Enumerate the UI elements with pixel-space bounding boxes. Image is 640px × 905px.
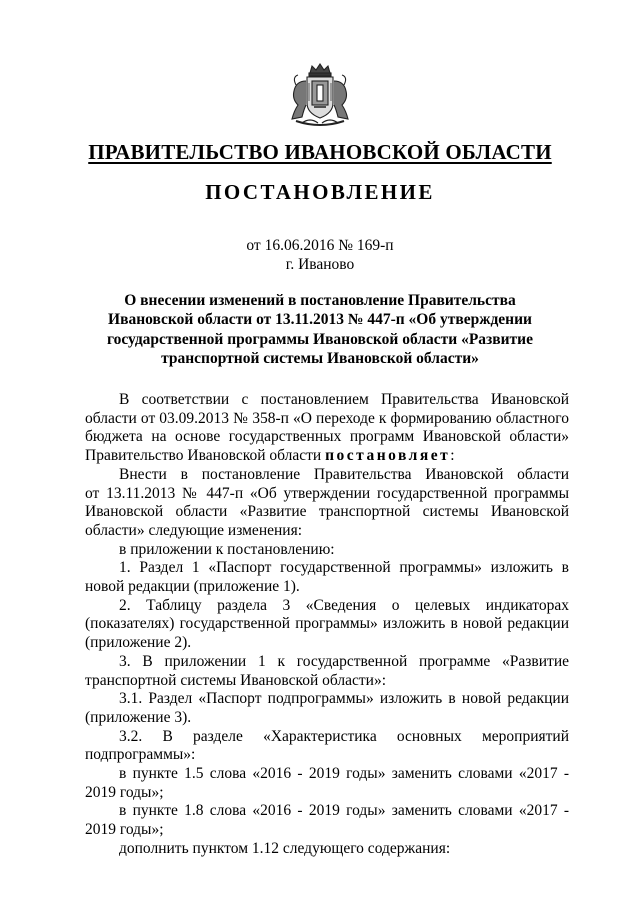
body-line: области» следующие изменения: bbox=[85, 521, 303, 539]
government-title: ПРАВИТЕЛЬСТВО ИВАНОВСКОЙ ОБЛАСТИ bbox=[88, 140, 552, 164]
body-line: 2019 годы»; bbox=[85, 821, 164, 839]
resolves-colon: : bbox=[450, 447, 455, 465]
document-type: ПОСТАНОВЛЕНИЕ bbox=[205, 180, 435, 204]
body-line: бюджета на основе государственных программ Ивановской области» bbox=[85, 428, 569, 446]
body-line: (приложение 2). bbox=[85, 634, 192, 652]
body-line: В соответствии с постановлением Правительства Ивановской bbox=[119, 391, 569, 408]
body-line: транспортной системы Ивановской области»: bbox=[85, 671, 387, 689]
body-line: (приложение 3). bbox=[85, 708, 192, 726]
body-line: подпрограммы»: bbox=[85, 746, 196, 764]
body-line: в приложении к постановлению: bbox=[119, 540, 335, 558]
document-date-number: от 16.06.2016 № 169-п bbox=[246, 237, 394, 254]
subject-line: Ивановской области от 13.11.2013 № 447-п «Об утверждении bbox=[108, 311, 532, 329]
body-line: области от 03.09.2013 № 358-п «О переходе к формированию областного bbox=[85, 409, 569, 427]
body-line: 1. Раздел 1 «Паспорт государственной программы» изложить в bbox=[119, 559, 569, 577]
subject-line: О внесении изменений в постановление Правительства bbox=[124, 292, 516, 309]
body-line: 3.2. В разделе «Характеристика основных мероприятий bbox=[119, 727, 569, 745]
body-line: 3.1. Раздел «Паспорт подпрограммы» изложить в новой редакции bbox=[119, 690, 569, 708]
subject-line: транспортной системы Ивановской области» bbox=[161, 350, 479, 368]
body-line: в пункте 1.5 слова «2016 - 2019 годы» заменить словами «2017 - bbox=[119, 765, 569, 783]
document-city: г. Иваново bbox=[285, 256, 355, 273]
resolves-word: постановляет bbox=[325, 447, 451, 465]
body-line: от 13.11.2013 № 447-п «Об утверждении государственной программы bbox=[85, 484, 569, 502]
document-subject bbox=[85, 291, 555, 369]
body-line: 3. В приложении 1 к государственной программе «Развитие bbox=[119, 652, 569, 670]
coat-of-arms-icon bbox=[288, 63, 352, 129]
body-line: новой редакции (приложение 1). bbox=[85, 578, 300, 596]
body-line: Внести в постановление Правительства Ивановской области bbox=[119, 465, 569, 483]
body-line: в пункте 1.8 слова «2016 - 2019 годы» заменить словами «2017 - bbox=[119, 802, 569, 820]
document-body bbox=[85, 391, 569, 859]
resolves-prefix: Правительство Ивановской области bbox=[85, 447, 322, 465]
body-line: (показателях) государственной программы» изложить в новой редакции bbox=[85, 615, 569, 633]
body-line: 2. Таблицу раздела 3 «Сведения о целевых индикаторах bbox=[119, 596, 569, 614]
body-line: Ивановской области «Развитие транспортной системы Ивановской bbox=[85, 503, 569, 521]
body-line: дополнить пунктом 1.12 следующего содержания: bbox=[119, 839, 451, 857]
body-line: 2019 годы»; bbox=[85, 783, 164, 801]
body-line-resolves bbox=[85, 447, 569, 466]
subject-line: государственной программы Ивановской области «Развитие bbox=[106, 330, 533, 348]
